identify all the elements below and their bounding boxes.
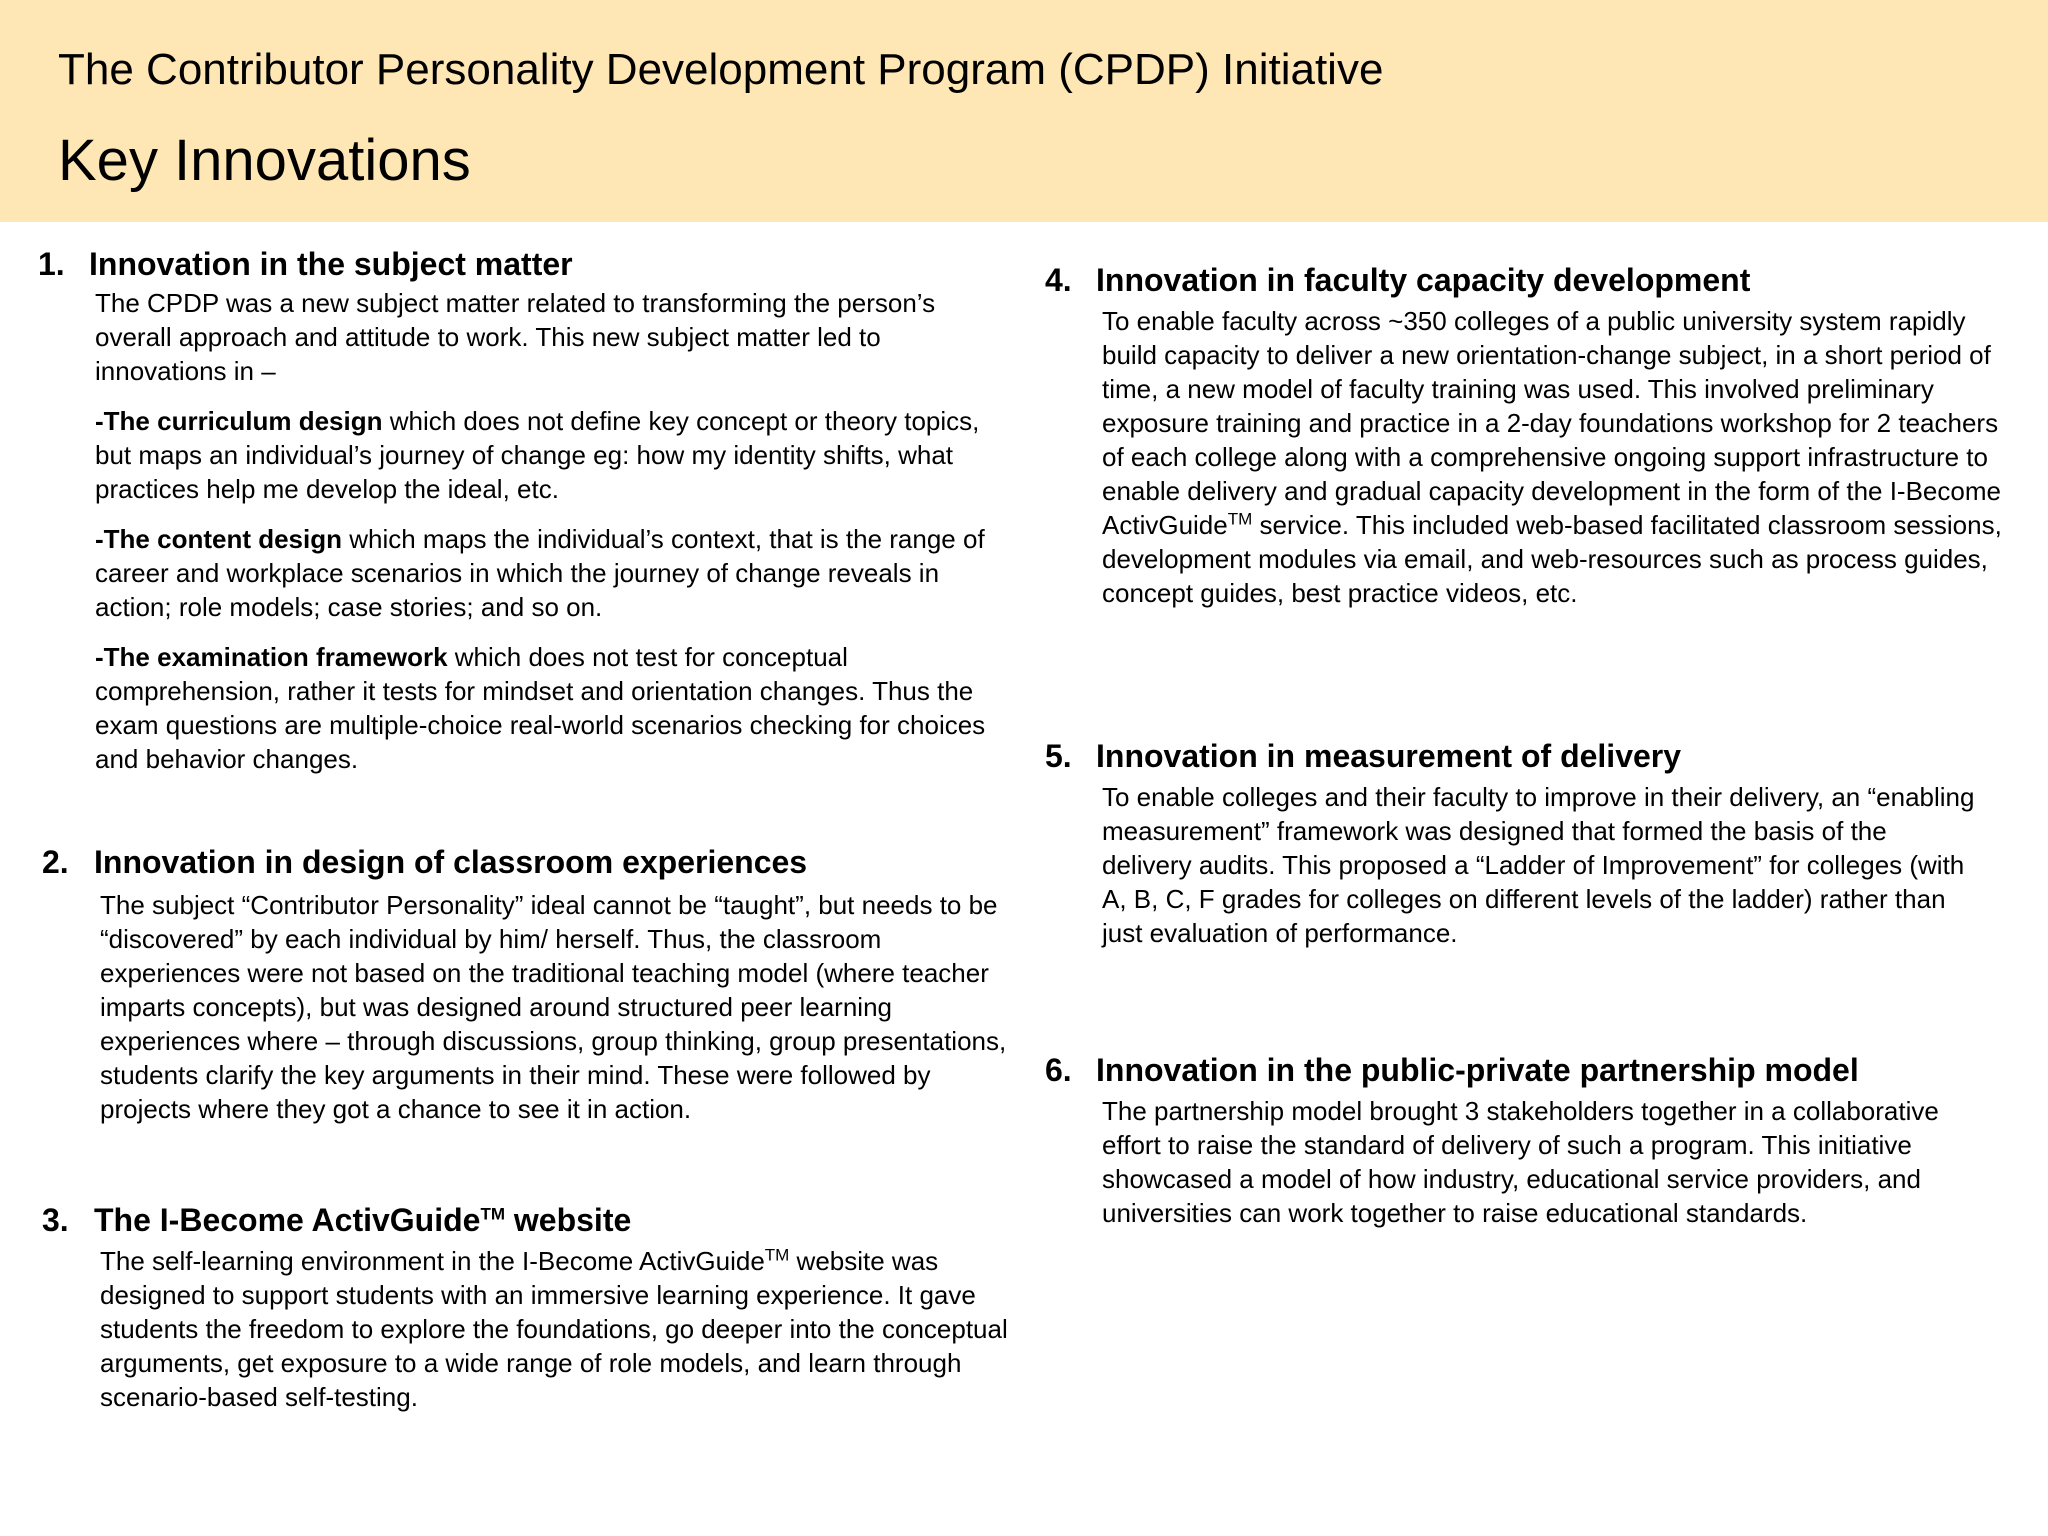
point-text: which does not test for conceptual comprehension, rather it tests for mindset and orientation changes. Thus the exam questions are multiple-choice real-world scenarios checking for choices and behavior changes. xyxy=(95,642,986,774)
section-subject-matter xyxy=(38,244,998,792)
section-number: 4. xyxy=(1045,262,1072,298)
point-label: -The examination framework xyxy=(95,642,448,672)
section-heading xyxy=(42,1200,1002,1240)
section-heading xyxy=(42,842,1002,882)
section-title: Innovation in measurement of delivery xyxy=(1096,738,1682,774)
section-title: Innovation in the subject matter xyxy=(89,246,573,282)
section-measurement-delivery xyxy=(1045,736,2005,966)
section-heading xyxy=(1045,1050,2005,1090)
section-body xyxy=(100,888,1020,1126)
section-text: The subject “Contributor Personality” ideal cannot be “taught”, but needs to be “discovered” by each individual by him/ herself. Thus, the classroom experiences were not based on the traditional teaching model (where teacher imparts concepts), but was designed around structured peer learning experiences where – through discussions, group thinking, group presentations, students clarify the key arguments in their mind. These were followed by projects where they got a chance to see it in action. xyxy=(100,890,1007,1124)
section-body xyxy=(100,1244,1020,1414)
page-title: Key Innovations xyxy=(58,128,471,193)
section-number: 6. xyxy=(1045,1052,1072,1088)
section-body xyxy=(95,286,1015,776)
trademark-mark: TM xyxy=(480,1204,505,1224)
point-label: -The curriculum design xyxy=(95,406,383,436)
trademark-mark: TM xyxy=(764,1245,790,1265)
section-text xyxy=(1102,304,2002,610)
section-body xyxy=(1102,780,1982,950)
title-text: The I-Become ActivGuide xyxy=(94,1202,481,1238)
section-intro: The CPDP was a new subject matter related to transforming the person’s overall approach and attitude to work. This new subject matter led to innovations in – xyxy=(95,288,936,386)
section-heading xyxy=(1045,260,2005,300)
section-text: The partnership model brought 3 stakeholders together in a collaborative effort to raise the standard of delivery of such a program. This initiative showcased a model of how industry, educational service providers, and universities can work together to raise educational standards. xyxy=(1102,1096,1939,1228)
section-activguide-website xyxy=(42,1200,1008,1430)
section-number: 3. xyxy=(42,1202,69,1238)
point-curriculum-design xyxy=(95,404,1015,506)
section-faculty-capacity xyxy=(1045,260,2005,626)
point-examination-framework xyxy=(95,640,1015,776)
section-title xyxy=(94,1200,631,1240)
section-title: Innovation in the public-private partnership model xyxy=(1096,1052,1859,1088)
section-title: Innovation in faculty capacity development xyxy=(1096,262,1751,298)
body-text: website was designed to support students with an immersive learning experience. It gave students the freedom to explore the foundations, go deeper into the conceptual arguments, get exposure to a wide range of role models, and learn through scenario-based self-testing. xyxy=(100,1246,1008,1412)
section-text: To enable colleges and their faculty to improve in their delivery, an “enabling measurement” framework was designed that formed the basis of the delivery audits. This proposed a “Ladder of Improvement” for colleges (with A, B, C, F grades for colleges on different levels of the ladder) rather than just evaluation of performance. xyxy=(1102,782,1975,948)
point-label: -The content design xyxy=(95,524,342,554)
section-public-private-partnership xyxy=(1045,1050,2005,1246)
body-text: The self-learning environment in the I-Become ActivGuide xyxy=(100,1246,765,1276)
body-text: service. This included web-based facilitated classroom sessions, development modules via email, and web-resources such as process guides, concept guides, best practice videos, etc. xyxy=(1102,510,2002,608)
section-number: 1. xyxy=(38,246,65,282)
section-classroom-experiences xyxy=(42,842,1007,1142)
section-title: Innovation in design of classroom experiences xyxy=(94,844,808,880)
section-heading xyxy=(38,244,998,284)
point-text: which maps the individual’s context, that is the range of career and workplace scenarios in which the journey of change reveals in action; role models; case stories; and so on. xyxy=(95,524,985,622)
section-body xyxy=(1102,1094,2002,1230)
section-number: 5. xyxy=(1045,738,1072,774)
point-content-design xyxy=(95,522,1015,624)
title-banner xyxy=(0,0,2048,222)
section-number: 2. xyxy=(42,844,69,880)
trademark-mark: TM xyxy=(1227,509,1253,529)
title-text: website xyxy=(505,1202,632,1238)
section-heading xyxy=(1045,736,2005,776)
section-body xyxy=(1102,304,2002,610)
section-text xyxy=(100,1244,1020,1414)
program-title: The Contributor Personality Development Program (CPDP) Initiative xyxy=(58,45,1384,94)
point-text: which does not define key concept or theory topics, but maps an individual’s journey of change eg: how my identity shifts, what practices help me develop the ideal, etc. xyxy=(95,406,980,504)
body-text: To enable faculty across ~350 colleges of a public university system rapidly build capacity to deliver a new orientation-change subject, in a short period of time, a new model of faculty training was used. This involved preliminary exposure training and practice in a 2-day foundations workshop for 2 teachers of each college along with a comprehensive ongoing support infrastructure to enable delivery and gradual capacity development in the form of the I-Become ActivGuide xyxy=(1102,306,2001,540)
